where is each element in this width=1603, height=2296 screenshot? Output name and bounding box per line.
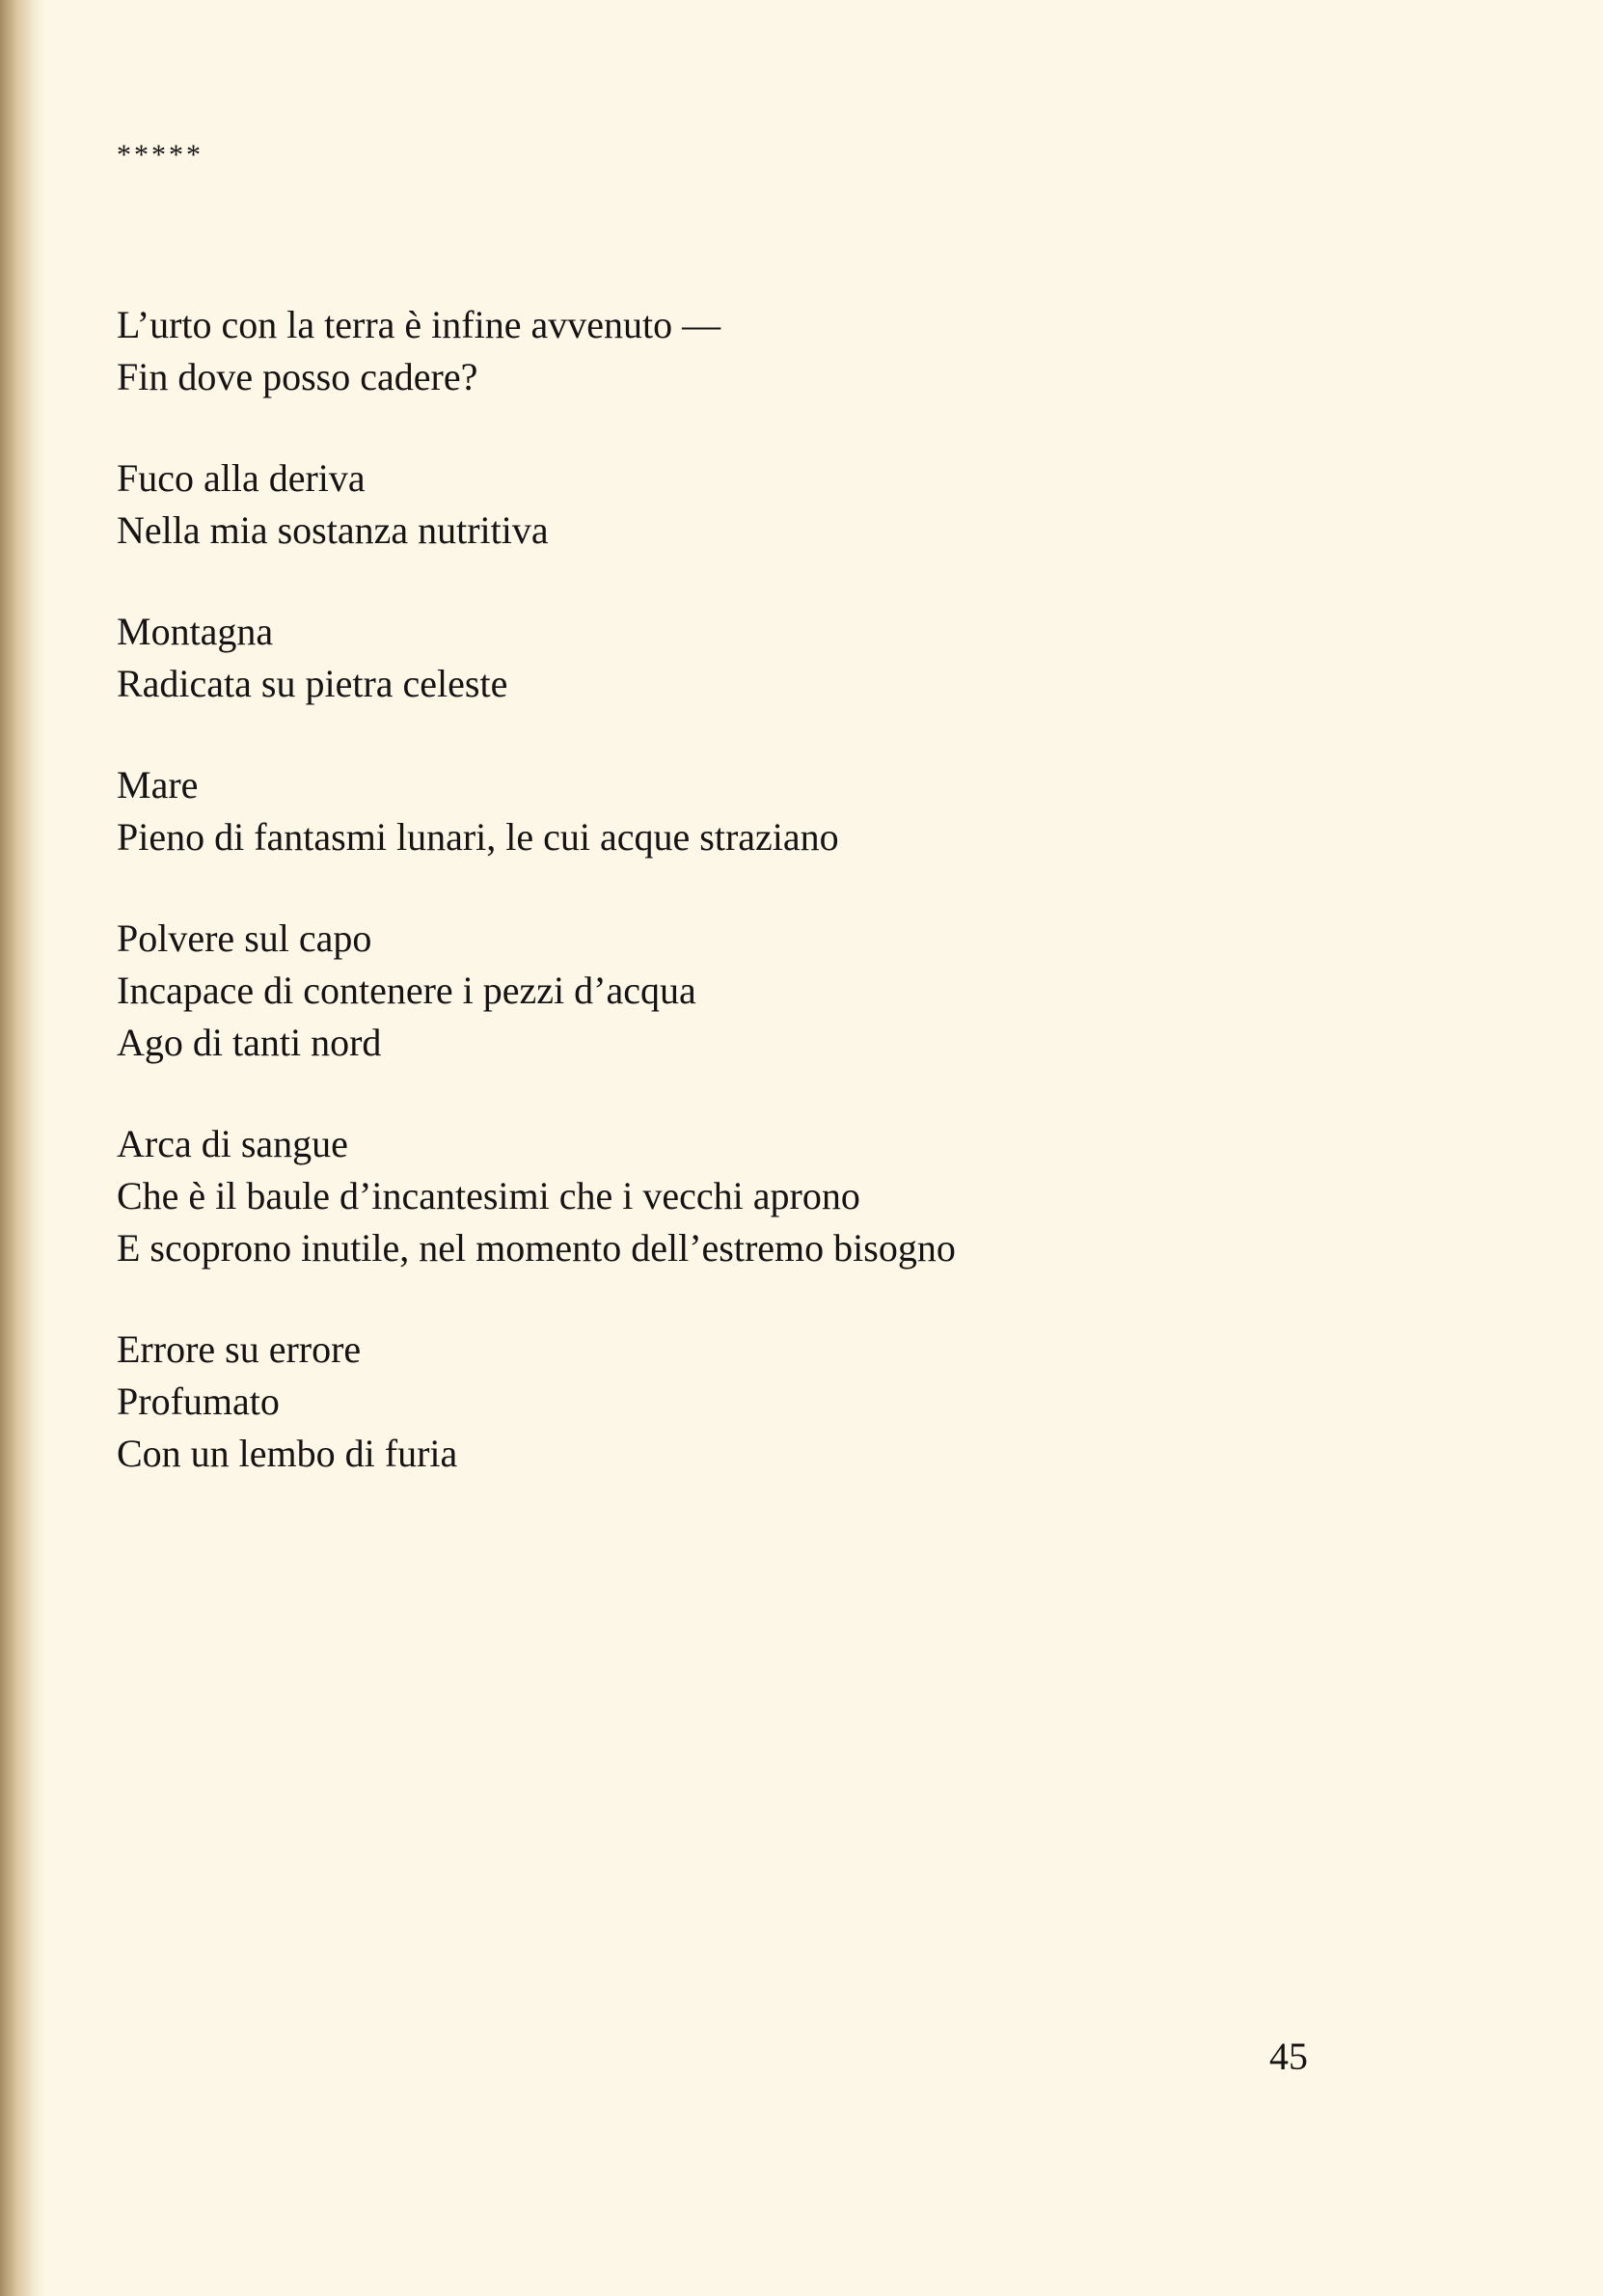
poem-line: Pieno di fantasmi lunari, le cui acque straziano xyxy=(117,815,839,859)
poem-line: Ago di tanti nord xyxy=(117,1021,382,1064)
poem-line: E scoprono inutile, nel momento dell’estremo bisogno xyxy=(117,1226,956,1270)
poem-line: Mare xyxy=(117,763,199,806)
poem-line: L’urto con la terra è infine avvenuto — xyxy=(117,303,721,346)
poem-stanza-4 xyxy=(117,759,1390,863)
poem-line: Con un lembo di furia xyxy=(117,1432,458,1475)
poem-line: Fin dove posso cadere? xyxy=(117,355,478,398)
poem-stanza-2 xyxy=(117,452,1390,557)
poem-line: Radicata su pietra celeste xyxy=(117,662,508,705)
poem-line: Montagna xyxy=(117,610,274,653)
poem-line: Profumato xyxy=(117,1380,280,1423)
poem-line: Polvere sul capo xyxy=(117,916,372,960)
poem-line: Fuco alla deriva xyxy=(117,456,366,500)
page-number: 45 xyxy=(1269,2035,1308,2078)
poem-line: Che è il baule d’incantesimi che i vecchi aprono xyxy=(117,1174,860,1217)
poem-line: Arca di sangue xyxy=(117,1122,348,1165)
section-ornament: ***** xyxy=(117,139,204,171)
poem-line: Incapace di contenere i pezzi d’acqua xyxy=(117,969,696,1012)
page-binding-shadow xyxy=(0,0,46,2296)
poem-page xyxy=(117,135,1390,1480)
poem-stanza-5 xyxy=(117,913,1390,1069)
poem-stanza-6 xyxy=(117,1118,1390,1274)
poem-stanza-1 xyxy=(117,299,1390,403)
poem-stanza-7 xyxy=(117,1324,1390,1480)
poem-line: Nella mia sostanza nutritiva xyxy=(117,508,549,552)
poem-line: Errore su errore xyxy=(117,1327,362,1371)
poem-stanza-3 xyxy=(117,606,1390,710)
